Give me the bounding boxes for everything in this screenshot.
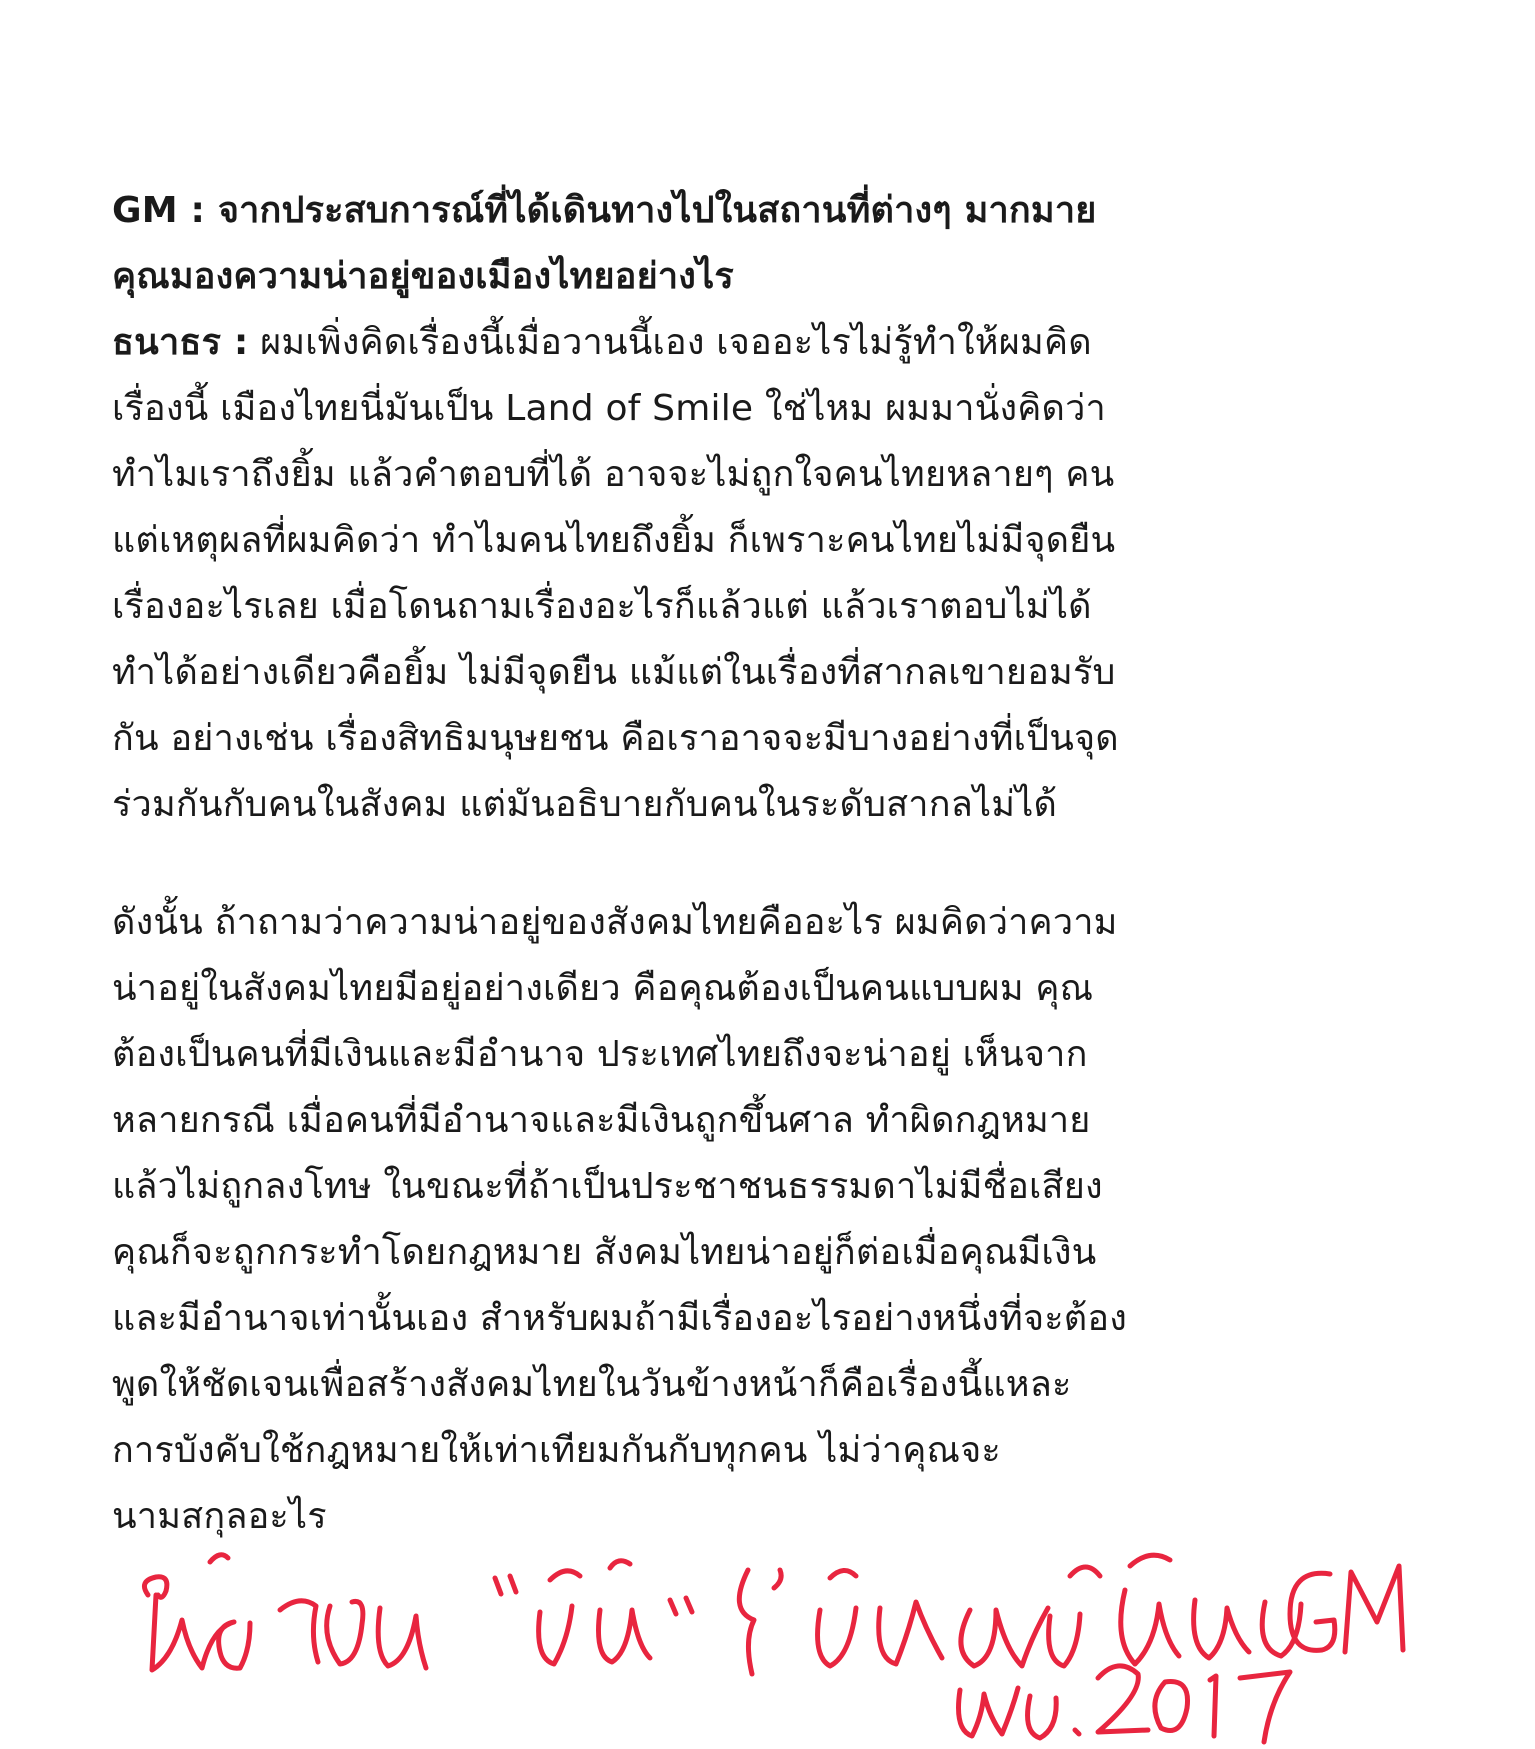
answer-line-6: ทำได้อย่างเดียวคือยิ้ม ไม่มีจุดยืน แม้แต่ในเรื่องที่สากลเขายอมรับ [112,652,1116,693]
answer-line-1-text: ผมเพิ่งคิดเรื่องนี้เมื่อวานนี้เอง เจออะไรไม่รู้ทำให้ผมคิด [248,322,1092,363]
paragraph2-line-5: แล้วไม่ถูกลงโทษ ในขณะที่ถ้าเป็นประชาชนธรรมดาไม่มีชื่อเสียง [112,1166,1103,1207]
question-line-1: GM : จากประสบการณ์ที่ได้เดินทางไปในสถานที่ต่างๆ มากมาย [112,190,1097,231]
paragraph2-line-7: และมีอำนาจเท่านั้นเอง สำหรับผมถ้ามีเรื่องอะไรอย่างหนึ่งที่จะต้อง [112,1298,1127,1339]
paragraph-gap [112,838,1252,890]
answer-speaker: ธนาธร : [112,322,249,363]
paragraph2-line-1: ดังนั้น ถ้าถามว่าความน่าอยู่ของสังคมไทยคืออะไร ผมคิดว่าความ [112,902,1118,943]
paragraph2-line-3: ต้องเป็นคนที่มีเงินและมีอำนาจ ประเทศไทยถึงจะน่าอยู่ เห็นจาก [112,1034,1088,1075]
answer-line-2: เรื่องนี้ เมืองไทยนี่มันเป็น Land of Smile ใช่ไหม ผมมานั่งคิดว่า [112,388,1106,429]
handwriting-drawing [130,1540,1390,1740]
answer-line-7: กัน อย่างเช่น เรื่องสิทธิมนุษยชน คือเราอาจจะมีบางอย่างที่เป็นจุด [112,718,1119,759]
answer-line-4: แต่เหตุผลที่ผมคิดว่า ทำไมคนไทยถึงยิ้ม ก็เพราะคนไทยไม่มีจุดยืน [112,520,1116,561]
paragraph2-line-10: นามสกุลอะไร [112,1496,327,1537]
question-line-2: คุณมองความน่าอยู่ของเมืองไทยอย่างไร [112,256,734,297]
paragraph2-line-2: น่าอยู่ในสังคมไทยมีอยู่อย่างเดียว คือคุณต้องเป็นคนแบบผม คุณ [112,968,1094,1009]
paragraph2-line-4: หลายกรณี เมื่อคนที่มีอำนาจและมีเงินถูกขึ้นศาล ทำผิดกฎหมาย [112,1100,1091,1141]
paragraph2-line-6: คุณก็จะถูกกระทำโดยกฎหมาย สังคมไทยน่าอยู่ก็ต่อเมื่อคุณมีเงิน [112,1232,1097,1273]
handwritten-annotation [130,1540,1390,1740]
answer-line-3: ทำไมเราถึงยิ้ม แล้วคำตอบที่ได้ อาจจะไม่ถูกใจคนไทยหลายๆ คน [112,454,1115,495]
interview-text [112,178,1252,1550]
paragraph2-line-8: พูดให้ชัดเจนเพื่อสร้างสังคมไทยในวันข้างหน้าก็คือเรื่องนี้แหละ [112,1364,1072,1405]
answer-line-1 [112,310,1252,376]
answer-line-5: เรื่องอะไรเลย เมื่อโดนถามเรื่องอะไรก็แล้วแต่ แล้วเราตอบไม่ได้ [112,586,1092,627]
answer-line-8: ร่วมกันกับคนในสังคม แต่มันอธิบายกับคนในระดับสากลไม่ได้ [112,784,1058,825]
paragraph2-line-9: การบังคับใช้กฎหมายให้เท่าเทียมกันกับทุกคน ไม่ว่าคุณจะ [112,1430,1001,1471]
